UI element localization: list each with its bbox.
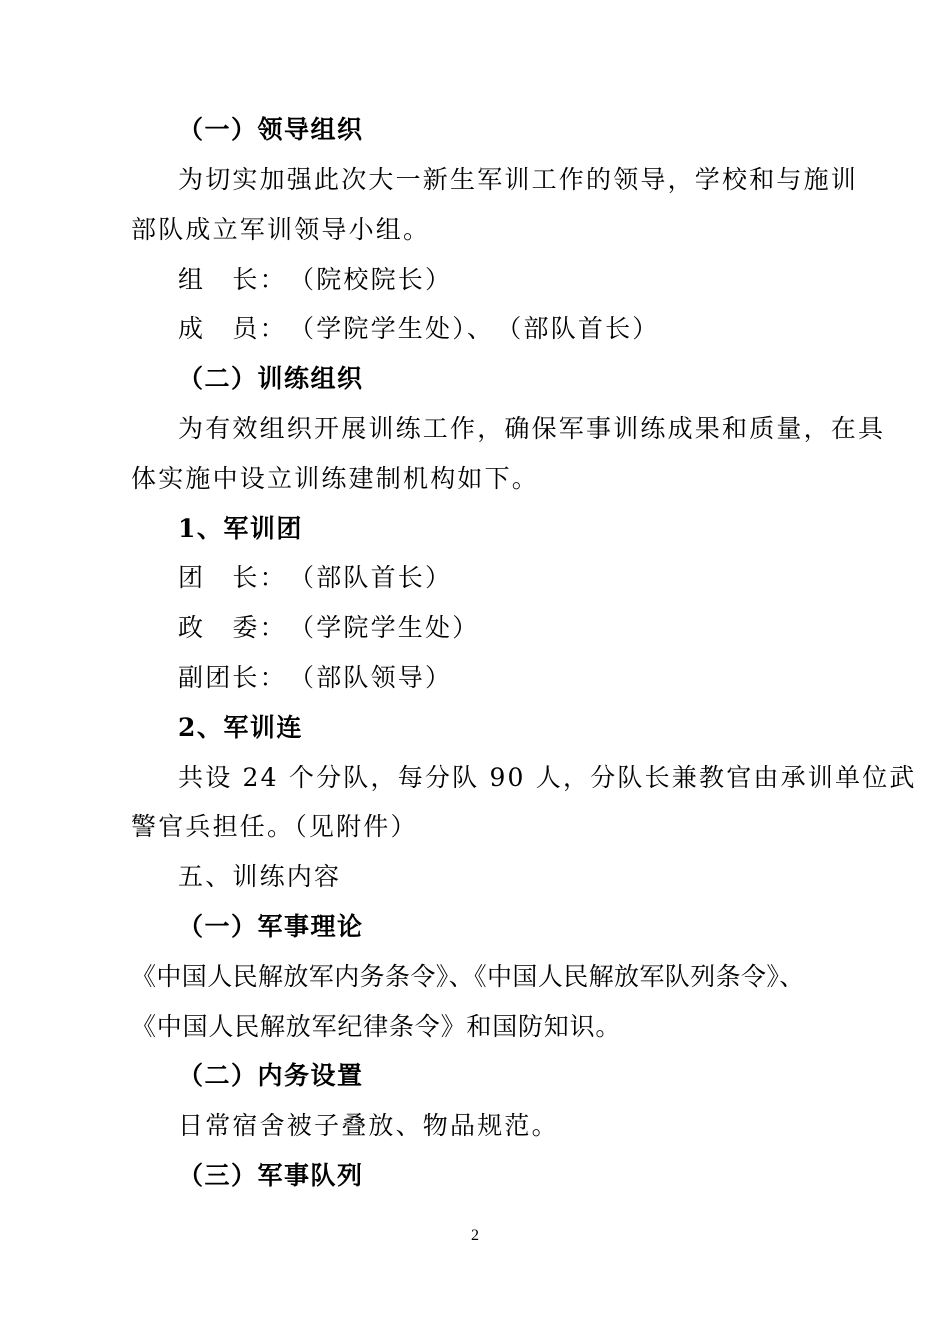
regiment-deputy-commander: 副团长： （部队领导）	[178, 663, 453, 692]
page-number: 2	[471, 1227, 479, 1244]
paragraph-line: 部队成立军训领导小组。	[131, 215, 431, 244]
heading-training-company: 2、军训连	[178, 713, 303, 742]
paragraph-line: 《中国人民解放军内务条令》、《中国人民解放军队列条令》、	[131, 962, 805, 991]
leader-group-members: 成 员： （学院学生处）、 （部队首长）	[178, 314, 660, 343]
heading-training-organization: （二）训练组织	[178, 364, 364, 393]
regiment-commissar: 政 委： （学院学生处）	[178, 613, 480, 642]
paragraph-line: 日常宿舍被子叠放、物品规范。	[178, 1111, 559, 1140]
heading-training-regiment: 1、军训团	[178, 514, 303, 543]
regiment-commander: 团 长： （部队首长）	[178, 563, 453, 592]
leader-group-chief: 组 长： （院校院长）	[178, 265, 453, 294]
heading-military-drill: （三）军事队列	[178, 1161, 364, 1190]
heading-internal-affairs: （二）内务设置	[178, 1061, 364, 1090]
paragraph-line: 为切实加强此次大一新生军训工作的领导，学校和与施训	[178, 165, 859, 194]
paragraph-line: 警官兵担任。（见附件）	[131, 812, 418, 841]
paragraph-line: 体实施中设立训练建制机构如下。	[131, 464, 540, 493]
paragraph-line: 共设 24 个分队，每分队 90 人，分队长兼教官由承训单位武	[178, 763, 917, 792]
paragraph-line: 《中国人民解放军纪律条令》和国防知识。	[131, 1012, 622, 1041]
heading-leadership-organization: （一）领导组织	[178, 115, 364, 144]
paragraph-line: 为有效组织开展训练工作，确保军事训练成果和质量，在具	[178, 414, 886, 443]
section-heading-training-content: 五、训练内容	[178, 862, 342, 891]
heading-military-theory: （一）军事理论	[178, 912, 364, 941]
